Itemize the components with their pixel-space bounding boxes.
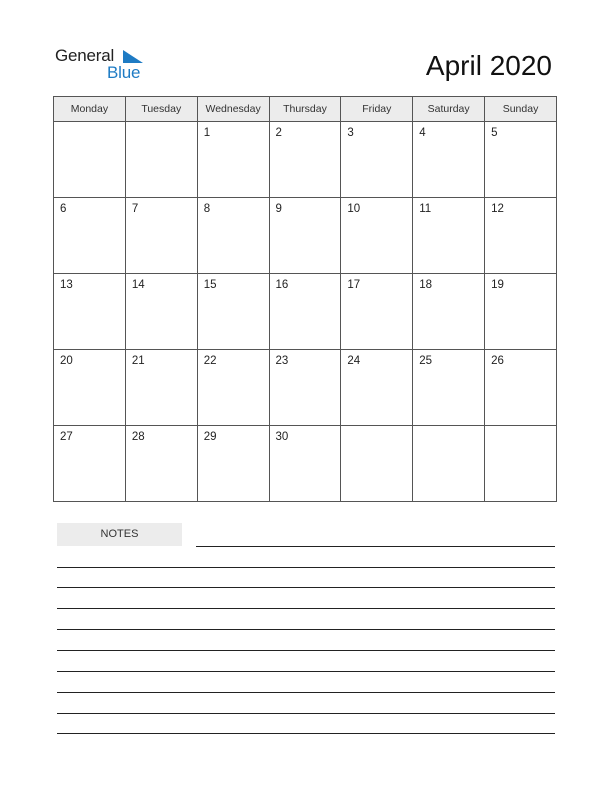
day-number: 15: [203, 279, 217, 291]
week-row: [54, 122, 557, 198]
weekday-header: Sunday: [485, 97, 557, 122]
notes-label: NOTES: [57, 523, 182, 546]
day-number: 11: [419, 203, 432, 215]
day-cell: [341, 350, 413, 426]
day-number: 29: [203, 431, 217, 443]
logo-text-general: General: [55, 46, 115, 65]
day-number: 3: [347, 127, 354, 139]
day-cell: [485, 426, 557, 502]
day-cell: [485, 274, 557, 350]
day-cell: [197, 274, 269, 350]
day-number: 26: [491, 355, 504, 367]
weekday-header: Friday: [341, 97, 413, 122]
day-number: 18: [419, 279, 433, 291]
day-cell: [485, 350, 557, 426]
day-number: 21: [131, 355, 145, 367]
day-cell: [125, 274, 197, 350]
day-number: 10: [347, 203, 361, 215]
day-cell: [413, 274, 485, 350]
day-number: 4: [419, 127, 426, 139]
day-number: 12: [491, 203, 504, 215]
weekday-header: Tuesday: [125, 97, 197, 122]
note-line: [57, 692, 555, 693]
day-number: 5: [491, 127, 498, 139]
day-number: 28: [131, 431, 145, 443]
day-cell: [125, 198, 197, 274]
day-cell: [54, 350, 126, 426]
logo-text-blue: Blue: [107, 63, 141, 82]
day-cell: [413, 122, 485, 198]
day-cell: [54, 122, 126, 198]
week-row: [54, 426, 557, 502]
day-number: 25: [419, 355, 433, 367]
weekday-header: Saturday: [413, 97, 485, 122]
day-number: [126, 122, 197, 127]
day-number: [54, 122, 125, 127]
week-row: [54, 274, 557, 350]
day-number: 9: [275, 203, 282, 215]
day-cell: [125, 426, 197, 502]
day-cell: [341, 198, 413, 274]
day-cell: [485, 198, 557, 274]
day-cell: [54, 426, 126, 502]
day-cell: [269, 274, 341, 350]
note-line: [57, 629, 555, 630]
day-number: [485, 426, 556, 431]
note-line: [57, 587, 555, 588]
day-number: [413, 426, 484, 431]
day-cell: [413, 198, 485, 274]
day-number: 19: [491, 279, 504, 291]
day-number: 14: [131, 279, 145, 291]
page-title: April 2020: [425, 50, 552, 81]
note-line: [196, 546, 555, 547]
day-number: 27: [60, 431, 73, 443]
weekday-header: Thursday: [269, 97, 341, 122]
day-cell: [269, 426, 341, 502]
day-cell: [197, 426, 269, 502]
day-cell: [341, 274, 413, 350]
day-cell: [269, 122, 341, 198]
day-cell: [125, 122, 197, 198]
weekday-header: Monday: [54, 97, 126, 122]
day-number: 16: [275, 279, 289, 291]
day-number: 20: [60, 355, 73, 367]
day-cell: [413, 350, 485, 426]
day-number: 7: [131, 203, 139, 215]
day-cell: [197, 198, 269, 274]
day-number: 6: [60, 203, 67, 215]
day-cell: [341, 426, 413, 502]
day-cell: [485, 122, 557, 198]
day-number: 22: [203, 355, 217, 367]
day-number: 1: [203, 127, 211, 139]
day-cell: [197, 122, 269, 198]
day-cell: [269, 198, 341, 274]
brand-logo: [55, 46, 155, 86]
note-line: [57, 713, 555, 714]
day-cell: [269, 350, 341, 426]
day-number: 24: [347, 355, 361, 367]
week-row: [54, 350, 557, 426]
calendar-grid: [53, 96, 557, 502]
day-cell: [197, 350, 269, 426]
day-cell: [54, 198, 126, 274]
day-cell: [54, 274, 126, 350]
day-number: [341, 426, 412, 431]
weekday-header-row: [54, 97, 557, 122]
note-line: [57, 650, 555, 651]
note-line: [57, 567, 555, 568]
day-number: 23: [275, 355, 289, 367]
day-number: 8: [203, 203, 211, 215]
week-row: [54, 198, 557, 274]
day-cell: [125, 350, 197, 426]
note-line: [57, 608, 555, 609]
day-cell: [413, 426, 485, 502]
note-line: [57, 733, 555, 734]
day-number: 2: [275, 127, 282, 139]
note-line: [57, 671, 555, 672]
weekday-header: Wednesday: [197, 97, 269, 122]
day-cell: [341, 122, 413, 198]
day-number: 30: [275, 431, 289, 443]
logo-triangle-icon: [123, 50, 143, 63]
day-number: 13: [60, 279, 73, 291]
day-number: 17: [347, 279, 361, 291]
